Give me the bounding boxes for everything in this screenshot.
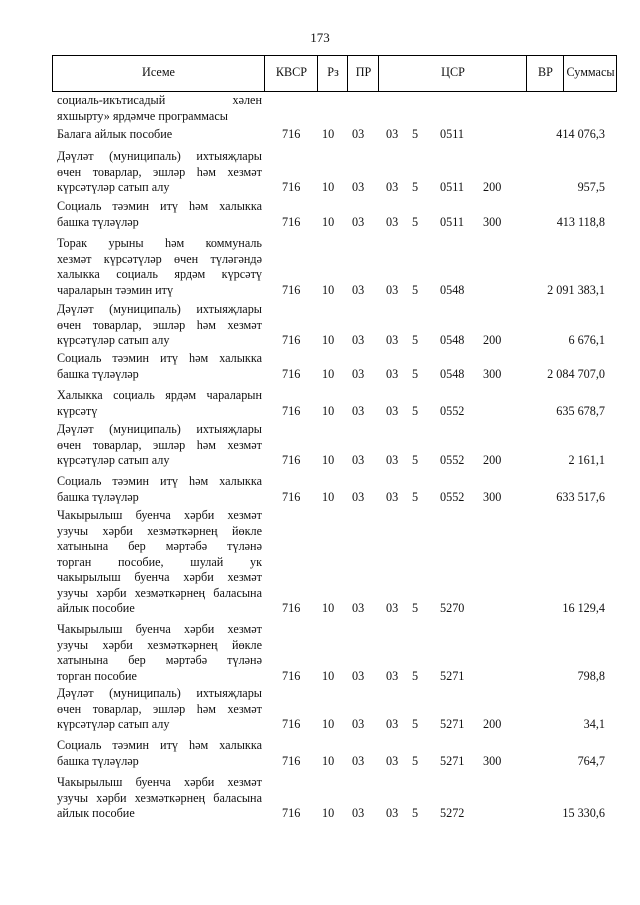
cell-rz: 10 [322,601,335,615]
row-name-line: өчен товарлар, эшләр һәм хезмәт [57,701,262,716]
row-name-line: күрсәтүләр сатып алу [57,180,170,194]
cell-vr: 200 [483,333,502,347]
cell-csr3: 0552 [440,453,465,467]
cell-sum: 2 161,1 [568,453,605,467]
cell-kvsr: 716 [282,489,301,504]
cell-csr2: 5 [412,180,419,194]
cell-csr2: 5 [412,282,419,297]
row-name-line: күрсәтүләр сатып алу [57,717,170,731]
row-name-line: Чакырылыш буенча хәрби хезмәт [57,775,262,789]
cell-csr3: 0552 [440,489,465,504]
row-name-line: хатынына бер мәртәбә түләнә [57,653,262,667]
row-name-line: күрсәтү [57,403,98,418]
cell-vr: 200 [483,717,502,731]
cell-rz: 10 [322,127,335,141]
cell-kvsr: 716 [282,403,301,418]
cell-kvsr: 716 [282,333,301,347]
cell-csr2: 5 [412,366,419,381]
cell-vr: 200 [483,453,502,467]
cell-csr3: 0548 [440,333,465,347]
cell-csr2: 5 [412,333,419,347]
cell-csr1: 03 [386,453,399,467]
header-vr: ВР [526,56,564,91]
cell-kvsr: 716 [282,366,301,381]
cell-pr: 03 [352,806,365,820]
cell-rz: 10 [322,668,335,683]
row-name-line: Социаль тәэмин итү һәм халыкка [57,738,262,752]
header-csr: ЦСР [378,56,527,91]
cell-sum: 6 676,1 [568,333,605,347]
table-row [0,149,640,196]
cell-csr1: 03 [386,180,399,194]
row-name-line: Дәүләт (муниципаль) ихтыяҗлары [57,149,262,163]
cell-pr: 03 [352,214,365,229]
cell-vr: 300 [483,489,502,504]
cell-vr: 200 [483,180,502,194]
row-name-line: өчен товарлар, эшләр һәм хезмәт [57,437,262,452]
row-name-line: Дәүләт (муниципаль) ихтыяҗлары [57,422,262,436]
cell-sum: 413 118,8 [556,214,605,229]
row-name-line: торган пособие, шулай ук [57,554,262,569]
cell-rz: 10 [322,180,335,194]
cell-kvsr: 716 [282,668,301,683]
row-name [57,236,262,298]
table-row [0,388,640,419]
cell-csr1: 03 [386,214,399,229]
cell-rz: 10 [322,282,335,297]
cell-csr3: 0548 [440,282,465,297]
row-name [57,775,262,822]
row-name-line: яхшырту» ярдәмче программасы [57,108,228,123]
cell-csr3: 5271 [440,668,465,683]
cell-pr: 03 [352,601,365,615]
cell-csr2: 5 [412,668,419,683]
row-name-line: Халыкка социаль ярдәм чараларын [57,388,262,402]
cell-sum: 635 678,7 [556,403,605,418]
row-name-line: хезмәт күрсәтүләр өчен түләгәндә [57,251,262,266]
cell-kvsr: 716 [282,453,301,467]
row-name-line: айлык пособие [57,601,135,615]
row-name-line: узучы хәрби хезмәткәрнең баласына [57,790,262,805]
cell-csr2: 5 [412,806,419,820]
row-name-line: халыкка социаль ярдәм күрсәтү [57,267,262,281]
table-row [0,686,640,733]
row-name [57,149,262,196]
cell-csr2: 5 [412,753,419,768]
row-name-line: Социаль тәэмин итү һәм халыкка [57,199,262,213]
cell-rz: 10 [322,453,335,467]
row-name-line: Балага айлык пособие [57,127,173,141]
cell-csr1: 03 [386,366,399,381]
cell-sum: 2 091 383,1 [547,282,605,297]
cell-sum: 764,7 [577,753,605,768]
table-row [0,775,640,822]
cell-csr2: 5 [412,453,419,467]
cell-kvsr: 716 [282,127,301,141]
row-name-line: узучы хәрби хезмәткәрнең баласына [57,585,262,600]
row-name-line: башка түләүләр [57,753,139,768]
cell-pr: 03 [352,489,365,504]
table-header [52,55,617,92]
row-name [57,388,262,419]
table-row [0,127,640,143]
row-name-line: Социаль тәэмин итү һәм халыкка [57,351,262,365]
cell-vr: 300 [483,366,502,381]
cell-pr: 03 [352,453,365,467]
table-row [0,474,640,505]
cell-sum: 16 129,4 [562,601,605,615]
cell-pr: 03 [352,180,365,194]
cell-csr2: 5 [412,214,419,229]
header-name: Исеме [142,65,175,79]
cell-kvsr: 716 [282,717,301,731]
table-row [0,422,640,469]
cell-csr3: 0548 [440,366,465,381]
cell-csr1: 03 [386,717,399,731]
table-row [0,302,640,349]
cell-csr1: 03 [386,127,399,141]
row-name [57,622,262,684]
cell-kvsr: 716 [282,753,301,768]
table-row [0,351,640,382]
cell-csr3: 0511 [440,180,464,194]
row-name-line: башка түләүләр [57,214,139,229]
cell-rz: 10 [322,753,335,768]
row-name [57,302,262,349]
row-name-line: чакырылыш буенча хәрби хезмәт [57,570,262,584]
cell-csr1: 03 [386,601,399,615]
table-row [0,93,640,124]
cell-csr2: 5 [412,403,419,418]
row-name-line: өчен товарлар, эшләр һәм хезмәт [57,164,262,179]
cell-csr3: 5270 [440,601,465,615]
cell-csr1: 03 [386,333,399,347]
row-name-line: Торак урыны һәм коммуналь [57,236,262,250]
cell-pr: 03 [352,668,365,683]
cell-csr2: 5 [412,717,419,731]
row-name-line: башка түләүләр [57,366,139,381]
cell-csr2: 5 [412,127,419,141]
cell-kvsr: 716 [282,806,301,820]
cell-pr: 03 [352,282,365,297]
cell-csr3: 5271 [440,717,465,731]
cell-csr3: 5271 [440,753,465,768]
row-name-line: күрсәтүләр сатып алу [57,453,170,467]
cell-sum: 414 076,3 [556,127,605,141]
cell-csr2: 5 [412,601,419,615]
row-name-line: Социаль тәэмин итү һәм халыкка [57,474,262,488]
row-name [57,738,262,769]
row-name [57,199,262,230]
cell-csr3: 0511 [440,127,464,141]
cell-rz: 10 [322,806,335,820]
page-number: 173 [310,30,330,45]
cell-csr1: 03 [386,282,399,297]
cell-rz: 10 [322,333,335,347]
cell-vr: 300 [483,214,502,229]
row-name [57,474,262,505]
cell-csr1: 03 [386,668,399,683]
table-row [0,199,640,230]
row-name [57,93,262,124]
cell-rz: 10 [322,403,335,418]
cell-sum: 34,1 [583,717,605,731]
cell-sum: 15 330,6 [562,806,605,820]
cell-kvsr: 716 [282,601,301,615]
table-row [0,622,640,684]
row-name-line: өчен товарлар, эшләр һәм хезмәт [57,317,262,332]
row-name [57,351,262,382]
header-rz: Рз [317,56,348,91]
table-row [0,236,640,298]
row-name [57,127,262,143]
row-name-line: узучы хәрби хезмәткәрнең йөкле [57,637,262,652]
cell-csr3: 0552 [440,403,465,418]
header-sum: Суммасы [563,56,617,91]
row-name-line: Дәүләт (муниципаль) ихтыяҗлары [57,302,262,316]
row-name-line: башка түләүләр [57,489,139,504]
cell-csr1: 03 [386,806,399,820]
cell-csr1: 03 [386,489,399,504]
cell-rz: 10 [322,366,335,381]
row-name-line: узучы хәрби хезмәткәрнең йөкле [57,523,262,538]
row-name-line: Чакырылыш буенча хәрби хезмәт [57,508,262,522]
cell-vr: 300 [483,753,502,768]
row-name-line: торган пособие [57,668,137,683]
cell-kvsr: 716 [282,282,301,297]
cell-sum: 798,8 [577,668,605,683]
table-row [0,738,640,769]
row-name [57,508,262,617]
cell-sum: 633 517,6 [556,489,605,504]
row-name-line: чараларын тәэмин итү [57,282,174,297]
header-pr: ПР [347,56,379,91]
cell-pr: 03 [352,717,365,731]
cell-kvsr: 716 [282,180,301,194]
row-name-line: айлык пособие [57,806,135,820]
row-name-line: Дәүләт (муниципаль) ихтыяҗлары [57,686,262,700]
cell-pr: 03 [352,333,365,347]
cell-pr: 03 [352,127,365,141]
cell-csr1: 03 [386,403,399,418]
cell-kvsr: 716 [282,214,301,229]
row-name-line: социаль-икътисадый хәлен [57,93,262,107]
cell-pr: 03 [352,403,365,418]
cell-pr: 03 [352,366,365,381]
cell-rz: 10 [322,489,335,504]
table-row [0,508,640,617]
cell-rz: 10 [322,717,335,731]
cell-sum: 957,5 [577,180,605,194]
cell-csr2: 5 [412,489,419,504]
row-name-line: хатынына бер мәртәбә түләнә [57,539,262,553]
header-kvsr: КВСР [264,56,318,91]
row-name-line: күрсәтүләр сатып алу [57,333,170,347]
row-name [57,686,262,733]
row-name [57,422,262,469]
cell-csr3: 5272 [440,806,465,820]
cell-pr: 03 [352,753,365,768]
cell-csr1: 03 [386,753,399,768]
cell-sum: 2 084 707,0 [547,366,605,381]
cell-csr3: 0511 [440,214,464,229]
cell-rz: 10 [322,214,335,229]
row-name-line: Чакырылыш буенча хәрби хезмәт [57,622,262,636]
